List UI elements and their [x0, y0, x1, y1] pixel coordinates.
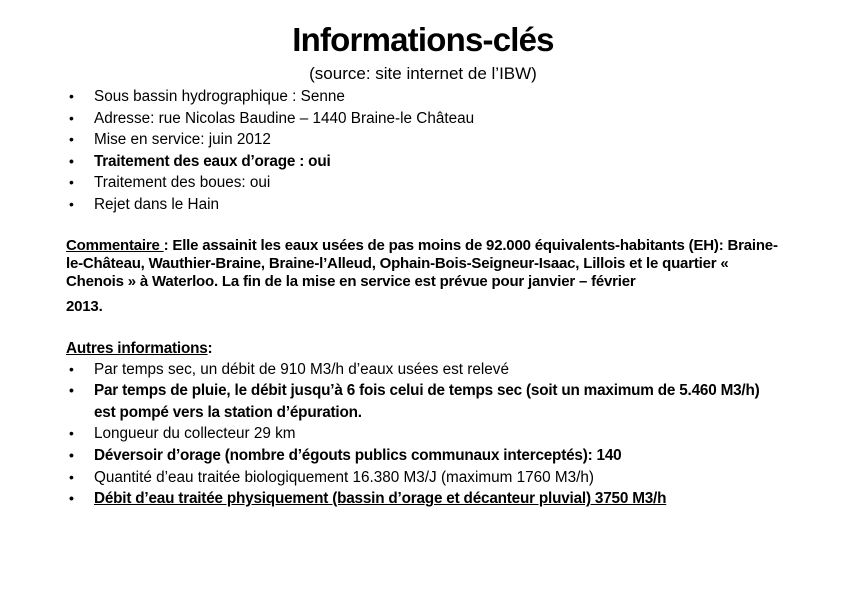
page-subtitle: (source: site internet de l’IBW): [309, 64, 537, 83]
other-info-heading-text: Autres informations: [66, 339, 208, 357]
bullet-text: Adresse: rue Nicolas Baudine – 1440 Braine-le Château: [94, 109, 475, 127]
bullet-icon: •: [69, 425, 74, 442]
bullet-text: Sous bassin hydrographique : Senne: [94, 88, 345, 105]
bullet-text: Débit d’eau traitée physiquement (bassin d’orage et décanteur pluvial) 3750 M3/h: [94, 490, 667, 508]
bullet-text: Quantité d’eau traitée biologiquement 16.380 M3/J (maximum 1760 M3/h): [94, 468, 594, 486]
list-item: [66, 129, 780, 151]
bullet-icon: •: [69, 174, 74, 191]
list-item: [66, 423, 780, 445]
commentary-text: Elle assainit les eaux usées de pas moins de 92.000 équivalents-habitants (EH): Braine-le-Château, Wauthier-Braine, Braine-l’Alleud, Ophain-Bois-Seigneur-Isaac, Lillois et le quartier « Chenois » à Waterloo. La fin de la mise en service est prévue pour janvier – février: [66, 236, 778, 290]
list-item: [66, 359, 780, 381]
bullet-text: Par temps de pluie, le débit jusqu’à 6 fois celui de temps sec (soit un maximum de 5.460 M3/h) est pompé vers la station d’épuration.: [94, 382, 760, 421]
commentary-paragraph: [66, 237, 780, 316]
bullet-text: Déversoir d’orage (nombre d’égouts publics communaux interceptés): 140: [94, 446, 622, 464]
bullet-icon: •: [69, 109, 74, 126]
list-item: [66, 194, 780, 216]
bullet-text: Longueur du collecteur 29 km: [94, 425, 296, 443]
list-item: [66, 488, 780, 510]
list-item: [66, 380, 780, 423]
bullet-icon: •: [69, 195, 74, 212]
commentary-separator: :: [163, 236, 173, 254]
bullet-text: Rejet dans le Hain: [94, 195, 219, 213]
commentary-tail: 2013.: [66, 297, 103, 315]
bullet-icon: •: [69, 468, 74, 485]
bullet-icon: •: [69, 88, 74, 104]
list-item: [66, 86, 780, 108]
bullet-icon: •: [69, 131, 74, 148]
commentary-label: Commentaire: [66, 236, 164, 254]
other-info-heading: [66, 339, 780, 359]
list-item: [66, 467, 780, 489]
bullet-icon: •: [69, 490, 74, 507]
bullet-icon: •: [69, 152, 74, 169]
bullet-text: Mise en service: juin 2012: [94, 131, 271, 149]
list-item: [66, 151, 780, 173]
key-facts-list: [66, 86, 780, 216]
bullet-text: Traitement des eaux d’orage : oui: [94, 152, 331, 170]
other-info-heading-colon: :: [207, 339, 213, 357]
list-item: [66, 445, 780, 467]
bullet-text: Par temps sec, un débit de 910 M3/h d’eaux usées est relevé: [94, 360, 509, 378]
bullet-icon: •: [69, 360, 74, 377]
bullet-text: Traitement des boues: oui: [94, 174, 271, 192]
list-item: [66, 172, 780, 194]
bullet-icon: •: [69, 382, 74, 399]
bullet-icon: •: [69, 446, 74, 463]
other-info-list: [66, 359, 780, 510]
list-item: [66, 108, 780, 130]
page-title: Informations-clés: [292, 21, 554, 58]
